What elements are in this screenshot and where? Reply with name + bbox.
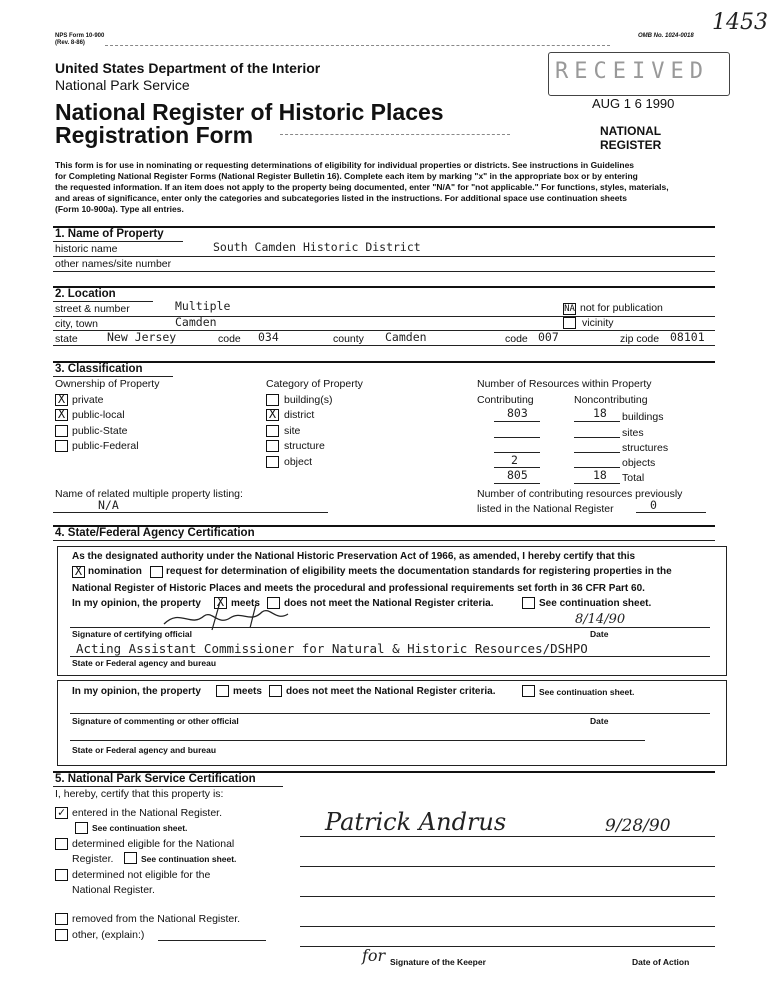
does-not-meet-label: does not meet the National Register criteria. [284,598,494,609]
opinion-label: In my opinion, the property [72,686,201,697]
category-structure-checkbox[interactable] [266,440,279,452]
state-code-value[interactable]: 034 [258,330,279,344]
ownership-public-federal-label: public-Federal [72,440,139,452]
instructions-line-3: the requested information. If an item does not apply to the property being documented, enter "N/A" for "not applicable." For functions, styles, materials, [55,182,669,192]
action-date-value: 9/28/90 [605,816,671,836]
continuation-checkbox-1[interactable] [522,597,535,609]
nomination-label: nomination [88,566,142,577]
determined-not-eligible-label-2: National Register. [72,884,155,896]
category-object-label: object [284,456,313,468]
vicinity-label: vicinity [582,317,614,329]
category-building-label: building(s) [284,394,333,406]
stamp-national: NATIONAL [600,124,662,138]
category-object-checkbox[interactable] [266,456,279,468]
certifying-date-value: 8/14/90 [575,612,626,627]
instructions-line-4: and areas of significance, enter only the categories and subcategories listed in the instructions. For additional space use continuation sheets [55,193,627,203]
other-checkbox[interactable] [55,929,68,941]
cert-line-2: request for determination of eligibility meets the documentation standards for registering properties in the [166,566,672,577]
stamp-received-text: RECEIVED [555,59,709,84]
category-building-checkbox[interactable] [266,394,279,406]
resources-structures-label: structures [622,442,669,454]
section-4-title: 4. State/Federal Agency Certification [55,527,255,539]
opinion-does-not-meet-checkbox[interactable] [269,685,282,697]
other-names-label: other names/site number [55,258,172,270]
keeper-signature: Patrick Andrus [325,808,507,836]
resources-total-label: Total [622,472,645,484]
state-value[interactable]: New Jersey [107,330,177,344]
form-subtitle: Registration Form [55,122,254,148]
removed-label: removed from the National Register. [72,913,241,925]
eligible-continuation-label: See continuation sheet. [141,854,237,864]
instructions-line-5: (Form 10-900a). Type all entries. [55,204,184,214]
omb-number: OMB No. 1024-0018 [638,33,694,39]
zip-value[interactable]: 08101 [670,330,705,344]
ownership-public-local-checkbox[interactable]: X [55,409,68,421]
department-name: United States Department of the Interior [55,60,321,76]
historic-name-value[interactable]: South Camden Historic District [213,240,421,254]
vicinity-checkbox[interactable] [563,317,576,329]
removed-checkbox[interactable] [55,913,68,925]
nomination-checkbox[interactable]: X [72,566,85,578]
commenting-agency-label: State or Federal agency and bureau [72,745,217,755]
entered-label: entered in the National Register. [72,807,223,819]
category-site-label: site [284,425,301,437]
ownership-public-federal-checkbox[interactable] [55,440,68,452]
ownership-private-checkbox[interactable]: X [55,394,68,406]
ownership-public-local-label: public-local [72,409,125,421]
section-1-title: 1. Name of Property [55,228,164,240]
handwritten-number: 1453 [712,10,768,35]
cert-line-4a: In my opinion, the property [72,598,201,609]
opinion-meets-checkbox[interactable] [216,685,229,697]
zip-label: zip code [620,333,660,345]
nps-intro: I, hereby, certify that this property is: [55,788,224,800]
resources-buildings-label: buildings [622,411,664,423]
not-for-publication-checkbox[interactable]: NA [564,304,575,314]
certifying-date-label: Date [590,629,609,639]
determined-eligible-label: determined eligible for the National [72,838,235,850]
section-3-title: 3. Classification [55,363,143,375]
category-district-checkbox[interactable]: X [266,409,279,421]
category-title: Category of Property [266,378,363,390]
meets-label: meets [231,598,260,609]
related-listing-value[interactable]: N/A [98,498,119,512]
keeper-signature-label: Signature of the Keeper [390,957,486,967]
cert-line-1: As the designated authority under the National Historic Preservation Act of 1966, as amended, I hereby certify that this [72,551,636,562]
continuation-checkbox-2[interactable] [522,685,535,697]
county-value[interactable]: Camden [385,330,427,344]
related-listing-label: Name of related multiple property listing: [55,488,243,500]
entered-continuation-label: See continuation sheet. [92,823,188,833]
city-label: city, town [55,318,98,330]
contributing-total[interactable]: 805 [507,468,528,482]
stamp-date: AUG 1 6 1990 [592,96,675,111]
street-value[interactable]: Multiple [175,299,231,313]
continuation-label-1: See continuation sheet. [539,598,652,609]
commenting-signature-label: Signature of commenting or other official [72,716,239,726]
form-number: NPS Form 10-900 [55,33,105,39]
noncontributing-total[interactable]: 18 [593,468,607,482]
certifying-agency-label: State or Federal agency and bureau [72,658,217,668]
previously-listed-value[interactable]: 0 [650,498,657,512]
contributing-objects[interactable]: 2 [511,453,518,467]
contributing-buildings[interactable]: 803 [507,406,528,420]
noncontributing-buildings[interactable]: 18 [593,406,607,420]
commenting-date-label: Date [590,716,609,726]
continuation-label-2: See continuation sheet. [539,687,635,697]
certifying-agency-value[interactable]: Acting Assistant Commissioner for Natural & Historic Resources/DSHPO [76,641,588,656]
resources-title: Number of Resources within Property [477,378,652,390]
meets-checkbox[interactable]: X [214,597,227,609]
form-title: National Register of Historic Places [55,99,444,125]
city-value[interactable]: Camden [175,315,217,329]
determined-not-eligible-label: determined not eligible for the [72,869,211,881]
opinion-does-not-meet-label: does not meet the National Register criteria. [286,686,496,697]
ownership-title: Ownership of Property [55,378,160,390]
cert-line-3: National Register of Historic Places and meets the procedural and professional requirements set forth in 36 CFR Part 60. [72,583,645,594]
received-stamp-frame [548,52,730,96]
not-for-publication-label: not for publication [580,302,663,314]
section-2-title: 2. Location [55,288,116,300]
opinion-meets-label: meets [233,686,262,697]
previously-listed-label-1: Number of contributing resources previously [477,488,683,500]
certifying-signature-label: Signature of certifying official [72,629,192,639]
request-checkbox[interactable] [150,566,163,578]
historic-name-label: historic name [55,243,118,255]
section-5-title: 5. National Park Service Certification [55,773,256,785]
determined-not-eligible-checkbox[interactable] [55,869,68,881]
instructions-line-1: This form is for use in nominating or requesting determinations of eligibility for individual properties or districts. See instructions in Guidelines [55,160,635,170]
entered-checkbox[interactable]: ✓ [55,807,68,819]
form-revision: (Rev. 8-86) [55,40,85,46]
resources-sites-label: sites [622,427,644,439]
action-date-label: Date of Action [632,957,690,967]
ownership-private-label: private [72,394,104,406]
county-label: county [333,333,364,345]
contributing-label: Contributing [477,394,534,406]
category-structure-label: structure [284,440,325,452]
state-label: state [55,333,78,345]
determined-eligible-checkbox[interactable] [55,838,68,850]
noncontributing-label: Noncontributing [574,394,648,406]
eligible-continuation-checkbox[interactable] [124,852,137,864]
resources-objects-label: objects [622,457,656,469]
for-mark: for [362,946,386,965]
instructions-line-2: for Completing National Register Forms (National Register Bulletin 16). Complete each item by marking "x" in the appropriate box or by entering [55,171,638,181]
county-code-label: code [505,333,528,345]
service-name: National Park Service [55,77,190,93]
state-code-label: code [218,333,241,345]
ownership-public-state-checkbox[interactable] [55,425,68,437]
category-site-checkbox[interactable] [266,425,279,437]
determined-eligible-label-2: Register. [72,853,114,865]
stamp-register: REGISTER [600,138,662,152]
ownership-public-state-label: public-State [72,425,128,437]
county-code-value[interactable]: 007 [538,330,559,344]
previously-listed-label-2: listed in the National Register [477,503,614,515]
category-district-label: district [284,409,315,421]
street-label: street & number [55,303,130,315]
other-label: other, (explain:) [72,929,145,941]
entered-continuation-checkbox[interactable] [75,822,88,834]
